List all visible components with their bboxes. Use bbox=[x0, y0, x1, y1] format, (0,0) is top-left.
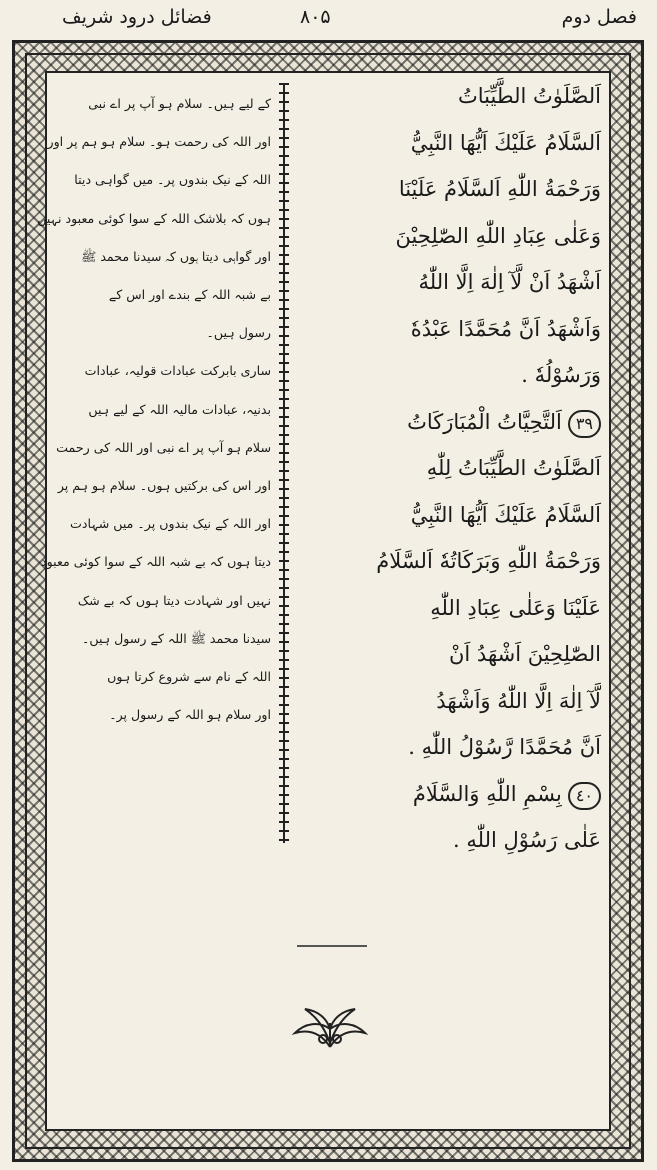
arabic-line bbox=[301, 352, 601, 399]
arabic-line-text: لَّآ اِلٰهَ اِلَّا اللّٰهُ وَاَشْهَدُ bbox=[436, 688, 601, 713]
urdu-translation-column bbox=[37, 85, 271, 734]
urdu-line: ہوں کہ بلاشک اللہ کے سوا کوئی معبود نہیں bbox=[37, 210, 271, 226]
book-title: فضائل درود شریف bbox=[62, 6, 212, 28]
arabic-line-text: وَاَشْهَدُ اَنَّ مُحَمَّدًا عَبْدُهٗ bbox=[410, 316, 601, 341]
arabic-line bbox=[301, 585, 601, 632]
urdu-line: سلام ہو آپ پر اے نبی اور اللہ کی رحمت bbox=[56, 439, 271, 455]
arabic-line-text: اَلسَّلَامُ عَلَيْكَ اَيُّهَا النَّبِيُّ bbox=[410, 502, 601, 527]
urdu-line: بدنیہ، عبادات مالیہ اللہ کے لیے ہیں bbox=[88, 401, 271, 417]
urdu-line: سیدنا محمد ﷺ اللہ کے رسول ہیں۔ bbox=[82, 630, 271, 646]
arabic-line-text: وَرَحْمَةُ اللّٰهِ وَبَرَكَاتُهٗ اَلسَّلَامُ bbox=[376, 549, 601, 573]
arabic-line-text: وَرَسُوْلُهٗ . bbox=[521, 363, 601, 387]
urdu-line: بے شبہ اللہ کے بندے اور اس کے bbox=[108, 287, 271, 303]
text-panel bbox=[37, 71, 611, 1131]
arabic-line bbox=[301, 771, 601, 818]
arabic-line bbox=[301, 445, 601, 492]
end-rule bbox=[297, 945, 367, 947]
arabic-line bbox=[301, 166, 601, 213]
urdu-line: اور گواہی دیتا ہوں کہ سیدنا محمد ﷺ bbox=[81, 248, 271, 264]
arabic-line bbox=[301, 213, 601, 260]
arabic-line bbox=[301, 678, 601, 725]
ornamental-border bbox=[12, 40, 644, 1162]
urdu-line: اللہ کے نام سے شروع کرتا ہوں bbox=[107, 669, 271, 685]
arabic-line bbox=[301, 631, 601, 678]
page-header bbox=[0, 0, 657, 40]
section-number-40: ٤٠ bbox=[568, 782, 601, 810]
arabic-line-text: اَلتَّحِيَّاتُ الْمُبَارَكَاتُ bbox=[407, 409, 562, 434]
arabic-line-text: وَرَحْمَةُ اللّٰهِ اَلسَّلَامُ عَلَيْنَا bbox=[398, 177, 601, 201]
urdu-line: دیتا ہوں کہ بے شبہ اللہ کے سوا کوئی معبود bbox=[41, 554, 271, 570]
arabic-line bbox=[301, 817, 601, 864]
page-number: ۸۰۵ bbox=[300, 6, 331, 28]
arabic-line-text: وَعَلٰى عِبَادِ اللّٰهِ الصّٰلِحِيْنَ bbox=[395, 223, 601, 248]
arabic-line bbox=[301, 73, 601, 120]
arabic-line-text: الصّٰلِحِيْنَ اَشْهَدُ اَنْ bbox=[448, 642, 601, 666]
arabic-line-text: عَلٰى رَسُوْلِ اللّٰهِ . bbox=[453, 828, 601, 852]
arabic-line bbox=[301, 538, 601, 585]
section-number-39: ٣٩ bbox=[568, 410, 601, 438]
arabic-line-text: بِسْمِ اللّٰهِ وَالسَّلَامُ bbox=[412, 781, 562, 806]
urdu-line: اور اس کی برکتیں ہوں۔ سلام ہو ہم پر bbox=[57, 478, 271, 494]
arabic-line-text: اَلصَّلَوٰتُ الطَّيِّبَاتُ لِلّٰهِ bbox=[426, 456, 601, 480]
arabic-line bbox=[301, 120, 601, 167]
arabic-line-text: اَشْهَدُ اَنْ لَّآ اِلٰهَ اِلَّا اللّٰهُ bbox=[418, 270, 601, 294]
column-divider bbox=[279, 83, 289, 843]
urdu-line: اللہ کے نیک بندوں پر۔ میں گواہی دیتا bbox=[74, 172, 271, 188]
arabic-line-text: اَلسَّلَامُ عَلَيْكَ اَيُّهَا النَّبِيُّ bbox=[410, 130, 601, 155]
urdu-line: کے لیے ہیں۔ سلام ہو آپ پر اے نبی bbox=[88, 96, 271, 111]
urdu-line: اور اللہ کی رحمت ہو۔ سلام ہو ہم پر اور bbox=[47, 134, 271, 150]
arabic-column bbox=[301, 73, 601, 864]
urdu-line: رسول ہیں۔ bbox=[206, 325, 271, 341]
arabic-line bbox=[301, 306, 601, 353]
arabic-line-text: اَلصَّلَوٰتُ الطَّيِّبَاتُ bbox=[458, 84, 601, 108]
urdu-line: ساری بابرکت عبادات قولیہ، عبادات bbox=[84, 363, 271, 379]
arabic-line-text: اَنَّ مُحَمَّدًا رَّسُوْلُ اللّٰهِ . bbox=[408, 735, 601, 759]
arabic-line bbox=[301, 724, 601, 771]
arabic-line bbox=[301, 492, 601, 539]
urdu-line: اور سلام ہو اللہ کے رسول پر۔ bbox=[109, 707, 271, 723]
arabic-line bbox=[301, 399, 601, 446]
arabic-line bbox=[301, 259, 601, 306]
chapter-title: فصل دوم bbox=[561, 6, 637, 28]
urdu-line: نہیں اور شہادت دیتا ہوں کہ بے شک bbox=[77, 592, 271, 608]
arabic-line-text: عَلَيْنَا وَعَلٰى عِبَادِ اللّٰهِ bbox=[430, 595, 601, 620]
urdu-line: اور اللہ کے نیک بندوں پر۔ میں شہادت bbox=[70, 516, 271, 532]
floral-ornament-icon bbox=[291, 1003, 369, 1049]
